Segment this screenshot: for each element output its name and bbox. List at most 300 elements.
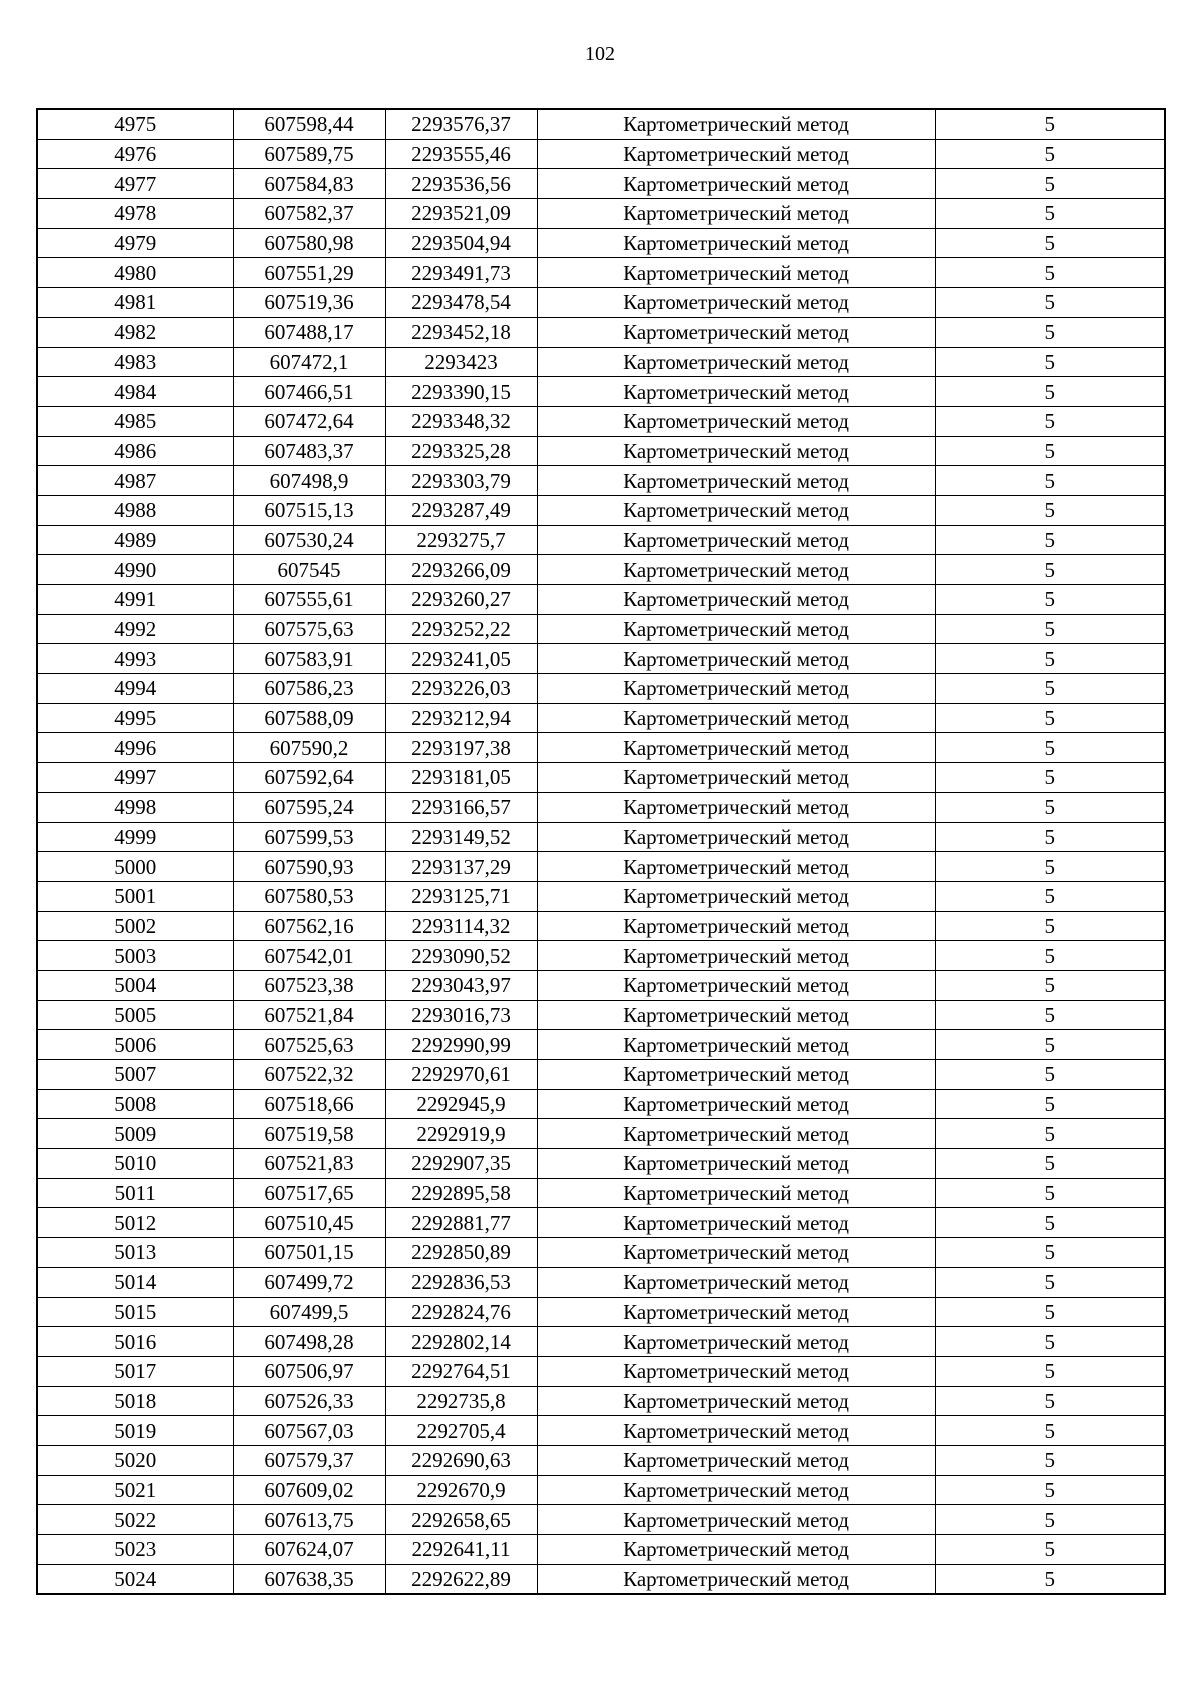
accuracy-cell: 5 bbox=[935, 317, 1165, 347]
y-coordinate-cell: 2293226,03 bbox=[385, 674, 537, 704]
coordinates-table bbox=[36, 108, 1166, 1595]
table-row bbox=[37, 911, 1165, 941]
accuracy-cell: 5 bbox=[935, 644, 1165, 674]
point-number-cell: 5016 bbox=[37, 1327, 233, 1357]
point-number-cell: 5011 bbox=[37, 1178, 233, 1208]
table-row bbox=[37, 377, 1165, 407]
x-coordinate-cell: 607466,51 bbox=[233, 377, 385, 407]
method-cell: Картометрический метод bbox=[537, 169, 935, 199]
point-number-cell: 5022 bbox=[37, 1505, 233, 1535]
y-coordinate-cell: 2292690,63 bbox=[385, 1445, 537, 1475]
method-cell: Картометрический метод bbox=[537, 1060, 935, 1090]
method-cell: Картометрический метод bbox=[537, 406, 935, 436]
table-row bbox=[37, 1475, 1165, 1505]
x-coordinate-cell: 607551,29 bbox=[233, 258, 385, 288]
x-coordinate-cell: 607588,09 bbox=[233, 703, 385, 733]
accuracy-cell: 5 bbox=[935, 466, 1165, 496]
table-row bbox=[37, 1267, 1165, 1297]
accuracy-cell: 5 bbox=[935, 199, 1165, 229]
y-coordinate-cell: 2292881,77 bbox=[385, 1208, 537, 1238]
x-coordinate-cell: 607545 bbox=[233, 555, 385, 585]
method-cell: Картометрический метод bbox=[537, 1178, 935, 1208]
table-row bbox=[37, 674, 1165, 704]
table-row bbox=[37, 792, 1165, 822]
x-coordinate-cell: 607522,32 bbox=[233, 1060, 385, 1090]
x-coordinate-cell: 607499,72 bbox=[233, 1267, 385, 1297]
accuracy-cell: 5 bbox=[935, 822, 1165, 852]
point-number-cell: 4985 bbox=[37, 406, 233, 436]
x-coordinate-cell: 607525,63 bbox=[233, 1030, 385, 1060]
method-cell: Картометрический метод bbox=[537, 555, 935, 585]
x-coordinate-cell: 607590,2 bbox=[233, 733, 385, 763]
method-cell: Картометрический метод bbox=[537, 792, 935, 822]
table-body bbox=[37, 109, 1165, 1594]
method-cell: Картометрический метод bbox=[537, 258, 935, 288]
table-row bbox=[37, 644, 1165, 674]
accuracy-cell: 5 bbox=[935, 377, 1165, 407]
y-coordinate-cell: 2292824,76 bbox=[385, 1297, 537, 1327]
table-row bbox=[37, 109, 1165, 139]
point-number-cell: 5008 bbox=[37, 1089, 233, 1119]
accuracy-cell: 5 bbox=[935, 1030, 1165, 1060]
y-coordinate-cell: 2292990,99 bbox=[385, 1030, 537, 1060]
method-cell: Картометрический метод bbox=[537, 733, 935, 763]
y-coordinate-cell: 2292622,89 bbox=[385, 1564, 537, 1594]
point-number-cell: 4989 bbox=[37, 525, 233, 555]
y-coordinate-cell: 2293521,09 bbox=[385, 199, 537, 229]
table-row bbox=[37, 199, 1165, 229]
point-number-cell: 5010 bbox=[37, 1149, 233, 1179]
point-number-cell: 5021 bbox=[37, 1475, 233, 1505]
accuracy-cell: 5 bbox=[935, 1119, 1165, 1149]
y-coordinate-cell: 2293266,09 bbox=[385, 555, 537, 585]
accuracy-cell: 5 bbox=[935, 1000, 1165, 1030]
y-coordinate-cell: 2292850,89 bbox=[385, 1238, 537, 1268]
x-coordinate-cell: 607488,17 bbox=[233, 317, 385, 347]
x-coordinate-cell: 607499,5 bbox=[233, 1297, 385, 1327]
x-coordinate-cell: 607498,28 bbox=[233, 1327, 385, 1357]
y-coordinate-cell: 2293287,49 bbox=[385, 495, 537, 525]
y-coordinate-cell: 2292895,58 bbox=[385, 1178, 537, 1208]
y-coordinate-cell: 2292802,14 bbox=[385, 1327, 537, 1357]
accuracy-cell: 5 bbox=[935, 1238, 1165, 1268]
y-coordinate-cell: 2293325,28 bbox=[385, 436, 537, 466]
y-coordinate-cell: 2292836,53 bbox=[385, 1267, 537, 1297]
point-number-cell: 4979 bbox=[37, 228, 233, 258]
accuracy-cell: 5 bbox=[935, 852, 1165, 882]
x-coordinate-cell: 607510,45 bbox=[233, 1208, 385, 1238]
method-cell: Картометрический метод bbox=[537, 941, 935, 971]
accuracy-cell: 5 bbox=[935, 585, 1165, 615]
accuracy-cell: 5 bbox=[935, 1445, 1165, 1475]
method-cell: Картометрический метод bbox=[537, 347, 935, 377]
x-coordinate-cell: 607526,33 bbox=[233, 1386, 385, 1416]
y-coordinate-cell: 2293536,56 bbox=[385, 169, 537, 199]
method-cell: Картометрический метод bbox=[537, 822, 935, 852]
table-row bbox=[37, 1505, 1165, 1535]
y-coordinate-cell: 2293114,32 bbox=[385, 911, 537, 941]
method-cell: Картометрический метод bbox=[537, 1416, 935, 1446]
table-row bbox=[37, 1060, 1165, 1090]
x-coordinate-cell: 607613,75 bbox=[233, 1505, 385, 1535]
accuracy-cell: 5 bbox=[935, 703, 1165, 733]
table-row bbox=[37, 525, 1165, 555]
point-number-cell: 4984 bbox=[37, 377, 233, 407]
point-number-cell: 4986 bbox=[37, 436, 233, 466]
method-cell: Картометрический метод bbox=[537, 109, 935, 139]
point-number-cell: 5015 bbox=[37, 1297, 233, 1327]
accuracy-cell: 5 bbox=[935, 733, 1165, 763]
method-cell: Картометрический метод bbox=[537, 1089, 935, 1119]
x-coordinate-cell: 607589,75 bbox=[233, 139, 385, 169]
y-coordinate-cell: 2293452,18 bbox=[385, 317, 537, 347]
x-coordinate-cell: 607515,13 bbox=[233, 495, 385, 525]
method-cell: Картометрический метод bbox=[537, 525, 935, 555]
point-number-cell: 4983 bbox=[37, 347, 233, 377]
method-cell: Картометрический метод bbox=[537, 763, 935, 793]
method-cell: Картометрический метод bbox=[537, 377, 935, 407]
point-number-cell: 4976 bbox=[37, 139, 233, 169]
y-coordinate-cell: 2292970,61 bbox=[385, 1060, 537, 1090]
x-coordinate-cell: 607580,53 bbox=[233, 881, 385, 911]
y-coordinate-cell: 2293125,71 bbox=[385, 881, 537, 911]
table-row bbox=[37, 288, 1165, 318]
accuracy-cell: 5 bbox=[935, 288, 1165, 318]
table-row bbox=[37, 258, 1165, 288]
y-coordinate-cell: 2293241,05 bbox=[385, 644, 537, 674]
point-number-cell: 5007 bbox=[37, 1060, 233, 1090]
x-coordinate-cell: 607555,61 bbox=[233, 585, 385, 615]
accuracy-cell: 5 bbox=[935, 1386, 1165, 1416]
method-cell: Картометрический метод bbox=[537, 495, 935, 525]
table-row bbox=[37, 555, 1165, 585]
method-cell: Картометрический метод bbox=[537, 585, 935, 615]
table-row bbox=[37, 495, 1165, 525]
method-cell: Картометрический метод bbox=[537, 1208, 935, 1238]
method-cell: Картометрический метод bbox=[537, 1297, 935, 1327]
accuracy-cell: 5 bbox=[935, 1060, 1165, 1090]
x-coordinate-cell: 607519,58 bbox=[233, 1119, 385, 1149]
table-row bbox=[37, 822, 1165, 852]
accuracy-cell: 5 bbox=[935, 911, 1165, 941]
accuracy-cell: 5 bbox=[935, 109, 1165, 139]
y-coordinate-cell: 2293491,73 bbox=[385, 258, 537, 288]
accuracy-cell: 5 bbox=[935, 1416, 1165, 1446]
y-coordinate-cell: 2293303,79 bbox=[385, 466, 537, 496]
table-row bbox=[37, 1000, 1165, 1030]
y-coordinate-cell: 2293423 bbox=[385, 347, 537, 377]
x-coordinate-cell: 607562,16 bbox=[233, 911, 385, 941]
table-row bbox=[37, 1386, 1165, 1416]
table-row bbox=[37, 1119, 1165, 1149]
point-number-cell: 5012 bbox=[37, 1208, 233, 1238]
accuracy-cell: 5 bbox=[935, 169, 1165, 199]
point-number-cell: 5019 bbox=[37, 1416, 233, 1446]
accuracy-cell: 5 bbox=[935, 941, 1165, 971]
y-coordinate-cell: 2292907,35 bbox=[385, 1149, 537, 1179]
method-cell: Картометрический метод bbox=[537, 1000, 935, 1030]
accuracy-cell: 5 bbox=[935, 258, 1165, 288]
y-coordinate-cell: 2293149,52 bbox=[385, 822, 537, 852]
y-coordinate-cell: 2293390,15 bbox=[385, 377, 537, 407]
y-coordinate-cell: 2292764,51 bbox=[385, 1356, 537, 1386]
accuracy-cell: 5 bbox=[935, 1297, 1165, 1327]
x-coordinate-cell: 607590,93 bbox=[233, 852, 385, 882]
point-number-cell: 4988 bbox=[37, 495, 233, 525]
point-number-cell: 4995 bbox=[37, 703, 233, 733]
x-coordinate-cell: 607501,15 bbox=[233, 1238, 385, 1268]
accuracy-cell: 5 bbox=[935, 525, 1165, 555]
accuracy-cell: 5 bbox=[935, 347, 1165, 377]
accuracy-cell: 5 bbox=[935, 970, 1165, 1000]
method-cell: Картометрический метод bbox=[537, 1267, 935, 1297]
table-row bbox=[37, 169, 1165, 199]
point-number-cell: 4997 bbox=[37, 763, 233, 793]
y-coordinate-cell: 2293166,57 bbox=[385, 792, 537, 822]
point-number-cell: 4980 bbox=[37, 258, 233, 288]
method-cell: Картометрический метод bbox=[537, 970, 935, 1000]
point-number-cell: 5017 bbox=[37, 1356, 233, 1386]
method-cell: Картометрический метод bbox=[537, 852, 935, 882]
method-cell: Картометрический метод bbox=[537, 1445, 935, 1475]
method-cell: Картометрический метод bbox=[537, 1535, 935, 1565]
x-coordinate-cell: 607521,84 bbox=[233, 1000, 385, 1030]
x-coordinate-cell: 607517,65 bbox=[233, 1178, 385, 1208]
table-row bbox=[37, 436, 1165, 466]
x-coordinate-cell: 607583,91 bbox=[233, 644, 385, 674]
y-coordinate-cell: 2293348,32 bbox=[385, 406, 537, 436]
point-number-cell: 4987 bbox=[37, 466, 233, 496]
y-coordinate-cell: 2292919,9 bbox=[385, 1119, 537, 1149]
table-row bbox=[37, 763, 1165, 793]
point-number-cell: 4999 bbox=[37, 822, 233, 852]
point-number-cell: 4982 bbox=[37, 317, 233, 347]
x-coordinate-cell: 607518,66 bbox=[233, 1089, 385, 1119]
table-row bbox=[37, 1356, 1165, 1386]
x-coordinate-cell: 607472,64 bbox=[233, 406, 385, 436]
y-coordinate-cell: 2292658,65 bbox=[385, 1505, 537, 1535]
x-coordinate-cell: 607584,83 bbox=[233, 169, 385, 199]
table-row bbox=[37, 614, 1165, 644]
method-cell: Картометрический метод bbox=[537, 1119, 935, 1149]
x-coordinate-cell: 607582,37 bbox=[233, 199, 385, 229]
method-cell: Картометрический метод bbox=[537, 466, 935, 496]
method-cell: Картометрический метод bbox=[537, 614, 935, 644]
method-cell: Картометрический метод bbox=[537, 317, 935, 347]
method-cell: Картометрический метод bbox=[537, 1327, 935, 1357]
x-coordinate-cell: 607542,01 bbox=[233, 941, 385, 971]
accuracy-cell: 5 bbox=[935, 1178, 1165, 1208]
x-coordinate-cell: 607523,38 bbox=[233, 970, 385, 1000]
accuracy-cell: 5 bbox=[935, 614, 1165, 644]
table-row bbox=[37, 703, 1165, 733]
table-row bbox=[37, 852, 1165, 882]
y-coordinate-cell: 2292705,4 bbox=[385, 1416, 537, 1446]
point-number-cell: 4998 bbox=[37, 792, 233, 822]
accuracy-cell: 5 bbox=[935, 1149, 1165, 1179]
y-coordinate-cell: 2293275,7 bbox=[385, 525, 537, 555]
table-row bbox=[37, 1445, 1165, 1475]
point-number-cell: 5014 bbox=[37, 1267, 233, 1297]
y-coordinate-cell: 2293090,52 bbox=[385, 941, 537, 971]
accuracy-cell: 5 bbox=[935, 406, 1165, 436]
table-row bbox=[37, 1297, 1165, 1327]
accuracy-cell: 5 bbox=[935, 1208, 1165, 1238]
table-row bbox=[37, 1208, 1165, 1238]
method-cell: Картометрический метод bbox=[537, 1386, 935, 1416]
x-coordinate-cell: 607530,24 bbox=[233, 525, 385, 555]
y-coordinate-cell: 2293504,94 bbox=[385, 228, 537, 258]
accuracy-cell: 5 bbox=[935, 1535, 1165, 1565]
point-number-cell: 5005 bbox=[37, 1000, 233, 1030]
y-coordinate-cell: 2293197,38 bbox=[385, 733, 537, 763]
x-coordinate-cell: 607498,9 bbox=[233, 466, 385, 496]
point-number-cell: 5003 bbox=[37, 941, 233, 971]
accuracy-cell: 5 bbox=[935, 763, 1165, 793]
point-number-cell: 4990 bbox=[37, 555, 233, 585]
x-coordinate-cell: 607579,37 bbox=[233, 1445, 385, 1475]
table-row bbox=[37, 1178, 1165, 1208]
x-coordinate-cell: 607567,03 bbox=[233, 1416, 385, 1446]
accuracy-cell: 5 bbox=[935, 555, 1165, 585]
page-number: 102 bbox=[585, 43, 615, 65]
point-number-cell: 4996 bbox=[37, 733, 233, 763]
point-number-cell: 5006 bbox=[37, 1030, 233, 1060]
method-cell: Картометрический метод bbox=[537, 1475, 935, 1505]
table-row bbox=[37, 941, 1165, 971]
y-coordinate-cell: 2293260,27 bbox=[385, 585, 537, 615]
table-row bbox=[37, 1089, 1165, 1119]
accuracy-cell: 5 bbox=[935, 436, 1165, 466]
method-cell: Картометрический метод bbox=[537, 228, 935, 258]
y-coordinate-cell: 2293478,54 bbox=[385, 288, 537, 318]
y-coordinate-cell: 2293555,46 bbox=[385, 139, 537, 169]
x-coordinate-cell: 607592,64 bbox=[233, 763, 385, 793]
point-number-cell: 5004 bbox=[37, 970, 233, 1000]
y-coordinate-cell: 2293252,22 bbox=[385, 614, 537, 644]
table-row bbox=[37, 1327, 1165, 1357]
accuracy-cell: 5 bbox=[935, 139, 1165, 169]
table-row bbox=[37, 1149, 1165, 1179]
accuracy-cell: 5 bbox=[935, 881, 1165, 911]
y-coordinate-cell: 2293016,73 bbox=[385, 1000, 537, 1030]
point-number-cell: 5000 bbox=[37, 852, 233, 882]
method-cell: Картометрический метод bbox=[537, 199, 935, 229]
point-number-cell: 4992 bbox=[37, 614, 233, 644]
point-number-cell: 4981 bbox=[37, 288, 233, 318]
accuracy-cell: 5 bbox=[935, 1267, 1165, 1297]
point-number-cell: 5024 bbox=[37, 1564, 233, 1594]
accuracy-cell: 5 bbox=[935, 1475, 1165, 1505]
point-number-cell: 4993 bbox=[37, 644, 233, 674]
point-number-cell: 5020 bbox=[37, 1445, 233, 1475]
method-cell: Картометрический метод bbox=[537, 644, 935, 674]
y-coordinate-cell: 2293576,37 bbox=[385, 109, 537, 139]
point-number-cell: 4975 bbox=[37, 109, 233, 139]
table-row bbox=[37, 406, 1165, 436]
y-coordinate-cell: 2293181,05 bbox=[385, 763, 537, 793]
table-row bbox=[37, 228, 1165, 258]
method-cell: Картометрический метод bbox=[537, 674, 935, 704]
accuracy-cell: 5 bbox=[935, 1356, 1165, 1386]
method-cell: Картометрический метод bbox=[537, 1149, 935, 1179]
method-cell: Картометрический метод bbox=[537, 139, 935, 169]
point-number-cell: 5023 bbox=[37, 1535, 233, 1565]
point-number-cell: 5002 bbox=[37, 911, 233, 941]
table-row bbox=[37, 881, 1165, 911]
method-cell: Картометрический метод bbox=[537, 703, 935, 733]
accuracy-cell: 5 bbox=[935, 495, 1165, 525]
x-coordinate-cell: 607483,37 bbox=[233, 436, 385, 466]
method-cell: Картометрический метод bbox=[537, 288, 935, 318]
table-row bbox=[37, 585, 1165, 615]
x-coordinate-cell: 607609,02 bbox=[233, 1475, 385, 1505]
table-row bbox=[37, 1416, 1165, 1446]
point-number-cell: 4991 bbox=[37, 585, 233, 615]
y-coordinate-cell: 2293043,97 bbox=[385, 970, 537, 1000]
method-cell: Картометрический метод bbox=[537, 1356, 935, 1386]
method-cell: Картометрический метод bbox=[537, 1238, 935, 1268]
x-coordinate-cell: 607598,44 bbox=[233, 109, 385, 139]
y-coordinate-cell: 2292641,11 bbox=[385, 1535, 537, 1565]
point-number-cell: 5018 bbox=[37, 1386, 233, 1416]
table-row bbox=[37, 1564, 1165, 1594]
method-cell: Картометрический метод bbox=[537, 881, 935, 911]
accuracy-cell: 5 bbox=[935, 1564, 1165, 1594]
method-cell: Картометрический метод bbox=[537, 1030, 935, 1060]
method-cell: Картометрический метод bbox=[537, 1505, 935, 1535]
point-number-cell: 5013 bbox=[37, 1238, 233, 1268]
x-coordinate-cell: 607595,24 bbox=[233, 792, 385, 822]
table-row bbox=[37, 733, 1165, 763]
point-number-cell: 4994 bbox=[37, 674, 233, 704]
method-cell: Картометрический метод bbox=[537, 911, 935, 941]
y-coordinate-cell: 2292945,9 bbox=[385, 1089, 537, 1119]
method-cell: Картометрический метод bbox=[537, 1564, 935, 1594]
accuracy-cell: 5 bbox=[935, 674, 1165, 704]
x-coordinate-cell: 607638,35 bbox=[233, 1564, 385, 1594]
accuracy-cell: 5 bbox=[935, 228, 1165, 258]
table-row bbox=[37, 347, 1165, 377]
x-coordinate-cell: 607624,07 bbox=[233, 1535, 385, 1565]
table-row bbox=[37, 317, 1165, 347]
point-number-cell: 4978 bbox=[37, 199, 233, 229]
x-coordinate-cell: 607580,98 bbox=[233, 228, 385, 258]
x-coordinate-cell: 607472,1 bbox=[233, 347, 385, 377]
x-coordinate-cell: 607599,53 bbox=[233, 822, 385, 852]
table-row bbox=[37, 970, 1165, 1000]
accuracy-cell: 5 bbox=[935, 1327, 1165, 1357]
method-cell: Картометрический метод bbox=[537, 436, 935, 466]
table-row bbox=[37, 1030, 1165, 1060]
table-row bbox=[37, 139, 1165, 169]
accuracy-cell: 5 bbox=[935, 1505, 1165, 1535]
y-coordinate-cell: 2293212,94 bbox=[385, 703, 537, 733]
point-number-cell: 5001 bbox=[37, 881, 233, 911]
x-coordinate-cell: 607575,63 bbox=[233, 614, 385, 644]
accuracy-cell: 5 bbox=[935, 1089, 1165, 1119]
y-coordinate-cell: 2292670,9 bbox=[385, 1475, 537, 1505]
accuracy-cell: 5 bbox=[935, 792, 1165, 822]
y-coordinate-cell: 2293137,29 bbox=[385, 852, 537, 882]
table-row bbox=[37, 1238, 1165, 1268]
x-coordinate-cell: 607506,97 bbox=[233, 1356, 385, 1386]
point-number-cell: 4977 bbox=[37, 169, 233, 199]
y-coordinate-cell: 2292735,8 bbox=[385, 1386, 537, 1416]
x-coordinate-cell: 607519,36 bbox=[233, 288, 385, 318]
point-number-cell: 5009 bbox=[37, 1119, 233, 1149]
x-coordinate-cell: 607521,83 bbox=[233, 1149, 385, 1179]
